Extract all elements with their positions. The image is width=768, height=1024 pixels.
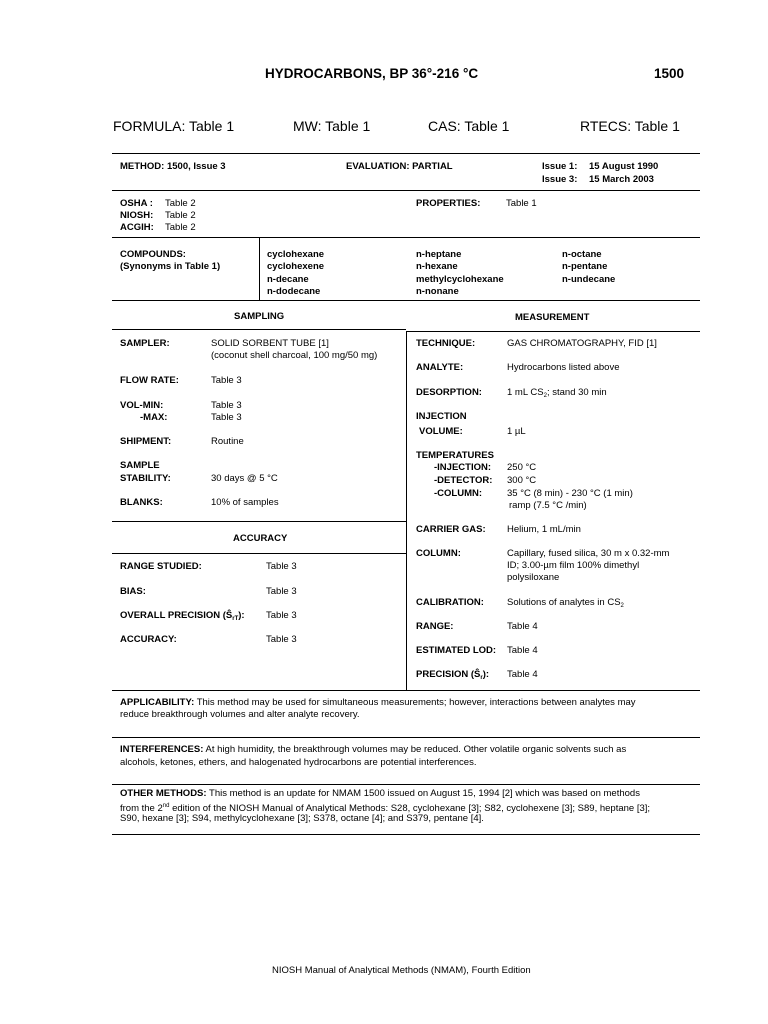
sampler-detail: (coconut shell charcoal, 100 mg/50 mg) [211,350,378,361]
column-temp-ramp: ramp (7.5 °C /min) [509,500,587,511]
footer: NIOSH Manual of Analytical Methods (NMAM), Fourth Edition [272,965,531,976]
injection-volume-label: VOLUME: [419,426,463,437]
lod-value: Table 4 [507,645,538,656]
detector-temp-value: 300 °C [507,475,537,486]
properties-value: Table 1 [506,198,537,209]
applicability-cont: reduce breakthrough volumes and alter analyte recovery. [120,709,360,720]
issue1-label: Issue 1: [542,161,578,172]
bias-label: BIAS: [120,586,146,597]
divider [112,834,700,835]
other-methods-cont: from the 2nd edition of the NIOSH Manual of Analytical Methods: S28, cyclohexane [3]; S82, cyclohexene [3]; S89, heptane [3]; [120,803,651,814]
blanks-label: BLANKS: [120,497,163,508]
rtecs-number: RTECS: Table 1 [580,118,680,134]
vol-min-value: Table 3 [211,400,242,411]
compound: n-heptane [416,249,462,260]
evaluation: EVALUATION: PARTIAL [346,161,453,172]
calibration-value: Solutions of analytes in $CS_2$ [507,597,624,609]
divider [112,190,700,191]
range-label: RANGE: [416,621,454,632]
divider [259,237,260,300]
page-title: HYDROCARBONS, BP 36°-216 °C [265,66,479,81]
divider [112,737,700,738]
other-methods: OTHER METHODS: This method is an update for NMAM 1500 issued on August 15, 1994 [2] which was based on methods [120,788,640,799]
lod-label: ESTIMATED LOD: [416,645,497,656]
column-value: Capillary, fused silica, 30 m x 0.32-mm [507,548,670,559]
compound: n-nonane [416,286,459,297]
divider [112,329,406,330]
overall-precision-label: OVERALL PRECISION $(Ŝ_{rT})$: [120,610,245,622]
column-value: polysiloxane [507,572,560,583]
method-id: METHOD: 1500, Issue 3 [120,161,226,172]
technique-value: GAS CHROMATOGRAPHY, FID [1] [507,338,657,349]
temperatures-label: TEMPERATURES [416,450,494,461]
acgih-label: ACGIH: [120,222,154,233]
calibration-label: CALIBRATION: [416,597,484,608]
compound: n-pentane [562,261,608,272]
column-label: COLUMN: [416,548,461,559]
compounds-label: COMPOUNDS: [120,249,186,260]
compound: cyclohexane [267,249,325,260]
sampling-heading: SAMPLING [234,311,285,322]
precision-label: PRECISION $(Ŝ_r)$: [416,669,490,681]
divider [112,153,700,154]
column-temp-value: 35 °C (8 min) - 230 °C (1 min) [507,488,633,499]
stability-label: SAMPLE [120,460,160,471]
flow-rate-value: Table 3 [211,375,242,386]
accuracy-heading: ACCURACY [233,533,288,544]
carrier-gas-value: Helium, 1 mL/min [507,524,581,535]
divider [406,331,700,332]
method-number: 1500 [654,66,685,81]
blanks-value: 10% of samples [211,497,279,508]
accuracy-value: Table 3 [266,634,297,645]
issue3-date: 15 March 2003 [589,174,654,185]
divider [112,784,700,785]
stability-value: 30 days @ 5 °C [211,473,278,484]
analyte-label: ANALYTE: [416,362,464,373]
divider [406,331,407,690]
compound: methylcyclohexane [416,274,504,285]
desorption-value: 1 mL $CS_2$; stand 30 min [507,387,607,399]
properties-label: PROPERTIES: [416,198,481,209]
molecular-weight: MW: Table 1 [293,118,371,134]
compound: n-hexane [416,261,458,272]
osha-value: Table 2 [165,198,196,209]
shipment-label: SHIPMENT: [120,436,172,447]
formula: FORMULA: Table 1 [113,118,235,134]
issue3-label: Issue 3: [542,174,578,185]
column-temp-label: -COLUMN: [434,488,483,499]
range-value: Table 4 [507,621,538,632]
injection-volume-value: 1 µL [507,426,526,437]
compound: n-dodecane [267,286,321,297]
measurement-heading: MEASUREMENT [515,312,590,323]
compounds-synonyms: (Synonyms in Table 1) [120,261,221,272]
flow-rate-label: FLOW RATE: [120,375,179,386]
sampler-label: SAMPLER: [120,338,170,349]
osha-label: OSHA : [120,198,153,209]
bias-value: Table 3 [266,586,297,597]
vol-min-label: VOL-MIN: [120,400,164,411]
technique-label: TECHNIQUE: [416,338,476,349]
vol-max-label: -MAX: [140,412,168,423]
applicability: APPLICABILITY: This method may be used for simultaneous measurements; however, interactions between analytes may [120,697,636,708]
carrier-gas-label: CARRIER GAS: [416,524,486,535]
niosh-label: NIOSH: [120,210,154,221]
precision-value: Table 4 [507,669,538,680]
divider [112,237,700,238]
cas-number: CAS: Table 1 [428,118,510,134]
accuracy-label: ACCURACY: [120,634,177,645]
issue1-date: 15 August 1990 [589,161,659,172]
compound: n-decane [267,274,309,285]
divider [112,690,700,691]
compound: n-octane [562,249,602,260]
detector-temp-label: -DETECTOR: [434,475,493,486]
acgih-value: Table 2 [165,222,196,233]
compound: cyclohexene [267,261,325,272]
column-value: ID; 3.00-µm film 100% dimethyl [507,560,640,571]
sampler-value: SOLID SORBENT TUBE [1] [211,338,329,349]
desorption-label: DESORPTION: [416,387,482,398]
interferences-cont: alcohols, ketones, ethers, and halogenated hydrocarbons are potential interferences. [120,757,477,768]
divider [112,300,700,301]
divider [112,521,406,522]
divider [112,553,406,554]
compound: n-undecane [562,274,616,285]
stability-label: STABILITY: [120,473,171,484]
analyte-value: Hydrocarbons listed above [507,362,620,373]
niosh-value: Table 2 [165,210,196,221]
range-studied-label: RANGE STUDIED: [120,561,202,572]
interferences: INTERFERENCES: At high humidity, the breakthrough volumes may be reduced. Other volatile organic solvents such as [120,744,627,755]
other-methods-cont: S90, hexane [3]; S94, methylcyclohexane [3]; S378, octane [4]; and S379, pentane [4]. [120,813,484,824]
shipment-value: Routine [211,436,244,447]
injection-label: INJECTION [416,411,467,422]
vol-max-value: Table 3 [211,412,242,423]
injection-temp-value: 250 °C [507,462,537,473]
injection-temp-label: -INJECTION: [434,462,491,473]
range-studied-value: Table 3 [266,561,297,572]
overall-precision-value: Table 3 [266,610,297,621]
